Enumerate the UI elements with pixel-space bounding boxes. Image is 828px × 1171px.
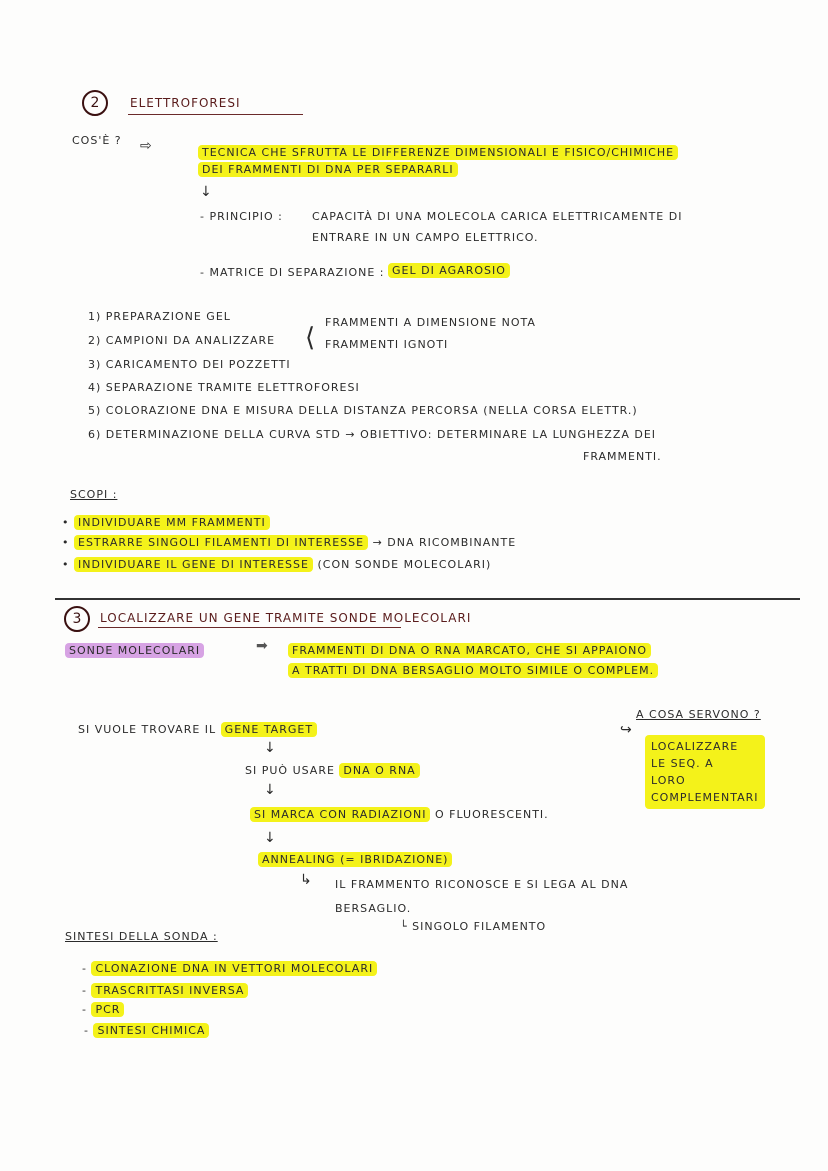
section-title: ELETTROFORESI bbox=[130, 96, 241, 110]
step: 4) SEPARAZIONE TRAMITE ELETTROFORESI bbox=[88, 381, 360, 394]
sonde-term: SONDE MOLECOLARI bbox=[65, 643, 204, 658]
flow-text: SI VUOLE TROVARE IL bbox=[78, 723, 217, 736]
section-divider bbox=[55, 598, 800, 600]
principio-text: CAPACITÀ DI UNA MOLECOLA CARICA ELETTRICAMENTE DI bbox=[312, 210, 683, 223]
arrow-right-icon: ➡ bbox=[256, 638, 269, 654]
campione: FRAMMENTI A DIMENSIONE NOTA bbox=[325, 316, 536, 329]
flow-text: O FLUORESCENTI. bbox=[434, 808, 549, 821]
side-note-line: LORO bbox=[651, 774, 686, 787]
section-number: 3 bbox=[64, 606, 90, 632]
matrice-value: GEL DI AGAROSIO bbox=[388, 263, 510, 278]
arrow-down-icon: ↓ bbox=[264, 830, 277, 846]
scopo: ESTRARRE SINGOLI FILAMENTI DI INTERESSE bbox=[74, 535, 368, 550]
matrice-label: - MATRICE DI SEPARAZIONE : bbox=[200, 266, 385, 279]
side-note-line: LE SEQ. A bbox=[651, 757, 714, 770]
step: 5) COLORAZIONE DNA E MISURA DELLA DISTANZA PERCORSA (NELLA CORSA ELETTR.) bbox=[88, 404, 638, 417]
section-title: LOCALIZZARE UN GENE TRAMITE SONDE MOLECOLARI bbox=[100, 611, 472, 625]
definition-line: TECNICA CHE SFRUTTA LE DIFFERENZE DIMENSIONALI E FISICO/CHIMICHE bbox=[198, 145, 678, 160]
scopo: INDIVIDUARE IL GENE DI INTERESSE bbox=[74, 557, 313, 572]
flow-highlight: ANNEALING (= IBRIDAZIONE) bbox=[258, 852, 452, 867]
arrow-elbow-icon: ↳ bbox=[300, 872, 313, 888]
principio-text: ENTRARE IN UN CAMPO ELETTRICO. bbox=[312, 231, 539, 244]
step: 1) PREPARAZIONE GEL bbox=[88, 310, 231, 323]
scopo-note: → DNA RICOMBINANTE bbox=[372, 536, 517, 549]
scopo: INDIVIDUARE MM FRAMMENTI bbox=[74, 515, 270, 530]
section-number: 2 bbox=[82, 90, 108, 116]
definition-line: DEI FRAMMENTI DI DNA PER SEPARARLI bbox=[198, 162, 458, 177]
arrow-down-icon: ↓ bbox=[264, 782, 277, 798]
step-continuation: FRAMMENTI. bbox=[583, 450, 662, 463]
scopi-title: SCOPI : bbox=[70, 488, 118, 501]
scopo-note: (CON SONDE MOLECOLARI) bbox=[317, 558, 492, 571]
flow-highlight: DNA O RNA bbox=[339, 763, 419, 778]
sintesi-item: TRASCRITTASI INVERSA bbox=[91, 983, 248, 998]
step: 3) CARICAMENTO DEI POZZETTI bbox=[88, 358, 291, 371]
sonde-definition: A TRATTI DI DNA BERSAGLIO MOLTO SIMILE O COMPLEM. bbox=[288, 663, 658, 678]
sintesi-item: CLONAZIONE DNA IN VETTORI MOLECOLARI bbox=[91, 961, 377, 976]
question-label: COS'È ? bbox=[72, 134, 122, 147]
step: 2) CAMPIONI DA ANALIZZARE bbox=[88, 334, 276, 347]
step: 6) DETERMINAZIONE DELLA CURVA STD → OBIETTIVO: DETERMINARE LA LUNGHEZZA DEI bbox=[88, 428, 657, 441]
flow-text: IL FRAMMENTO RICONOSCE E SI LEGA AL DNA bbox=[335, 878, 629, 891]
sintesi-title: SINTESI DELLA SONDA : bbox=[65, 930, 218, 943]
sintesi-item: SINTESI CHIMICA bbox=[93, 1023, 209, 1038]
curved-arrow-icon: ↪ bbox=[620, 722, 633, 738]
flow-text: SI PUÒ USARE bbox=[245, 764, 335, 777]
side-note-line: COMPLEMENTARI bbox=[651, 791, 759, 804]
brace-icon: ⟨ bbox=[305, 323, 317, 353]
title-underline bbox=[128, 114, 303, 115]
flow-highlight: GENE TARGET bbox=[221, 722, 317, 737]
notes-page: 2 ELETTROFORESI COS'È ? ⇨ TECNICA CHE SFRUTTA LE DIFFERENZE DIMENSIONALI E FISICO/CHIMICHE DEI FRAMMENTI DI DNA PER SEPARARLI ↓ - PRINCIPIO : CAPACITÀ DI UNA MOLECOLA CARICA ELETTRICAMENTE DI ENTRARE IN UN CAMPO ELETTRICO. - MATRICE DI SEPARAZIONE : GEL DI AGAROSIO 1) PREPARAZIONE GEL 2) CAMPIONI DA ANALIZZARE ⟨ FRAMMENTI A DIMENSIONE NOTA FRAMMENTI IGNOTI 3) CARICAMENTO DEI POZZETTI 4) SEPARAZIONE TRAMITE ELETTROFORESI 5) COLORAZIONE DNA E MISURA DELLA DISTANZA PERCORSA (NELLA CORSA ELETTR.) 6) DETERMINAZIONE DELLA CURVA STD → OBIETTIVO: DETERMINARE LA LUNGHEZZA DEI FRAMMENTI. SCOPI : • INDIVIDUARE MM FRAMMENTI • ESTRARRE SINGOLI FILAMENTI DI INTERESSE → DNA RICOMBINANTE • INDIVIDUARE IL GENE DI INTERESSE (CON SONDE MOLECOLARI) 3 LOCALIZZARE UN GENE TRAMITE SONDE MOLECOLARI SONDE MOLECOLARI ➡ FRAMMENTI DI DNA O RNA MARCATO, CHE SI APPAIONO A TRATTI DI DNA BERSAGLIO MOLTO SIMILE O COMPLEM. SI VUOLE TROVARE IL GENE TARGET ↓ SI PUÒ USARE DNA O RNA ↓ SI MARCA CON RADIAZIONI O FLUORESCENTI. ↓ ANNEALING (= IBRIDAZIONE) ↳ IL FRAMMENTO RICONOSCE E SI LEGA AL DNA BERSAGLIO. └ SINGOLO FILAMENTO A COSA SERVONO ? ↪ LOCALIZZARE LE SEQ. A LORO COMPLEMENTARI SINTESI DELLA SONDA : - CLONAZIONE DNA IN VETTORI MOLECOLARI - TRASCRITTASI INVERSA - PCR - SINTESI CHIMICA bbox=[0, 0, 828, 1171]
side-question: A COSA SERVONO ? bbox=[636, 708, 761, 721]
flow-note: └ SINGOLO FILAMENTO bbox=[400, 920, 547, 933]
sonde-definition: FRAMMENTI DI DNA O RNA MARCATO, CHE SI APPAIONO bbox=[288, 643, 651, 658]
flow-highlight: SI MARCA CON RADIAZIONI bbox=[250, 807, 430, 822]
sintesi-item: PCR bbox=[91, 1002, 124, 1017]
flow-text: BERSAGLIO. bbox=[335, 902, 412, 915]
side-note-line: LOCALIZZARE bbox=[651, 740, 739, 753]
principio-label: - PRINCIPIO : bbox=[200, 210, 283, 223]
title-underline bbox=[98, 627, 401, 628]
side-note bbox=[645, 735, 765, 809]
arrow-right-icon: ⇨ bbox=[140, 138, 153, 154]
arrow-down-icon: ↓ bbox=[264, 740, 277, 756]
arrow-down-icon: ↓ bbox=[200, 184, 213, 200]
campione: FRAMMENTI IGNOTI bbox=[325, 338, 449, 351]
